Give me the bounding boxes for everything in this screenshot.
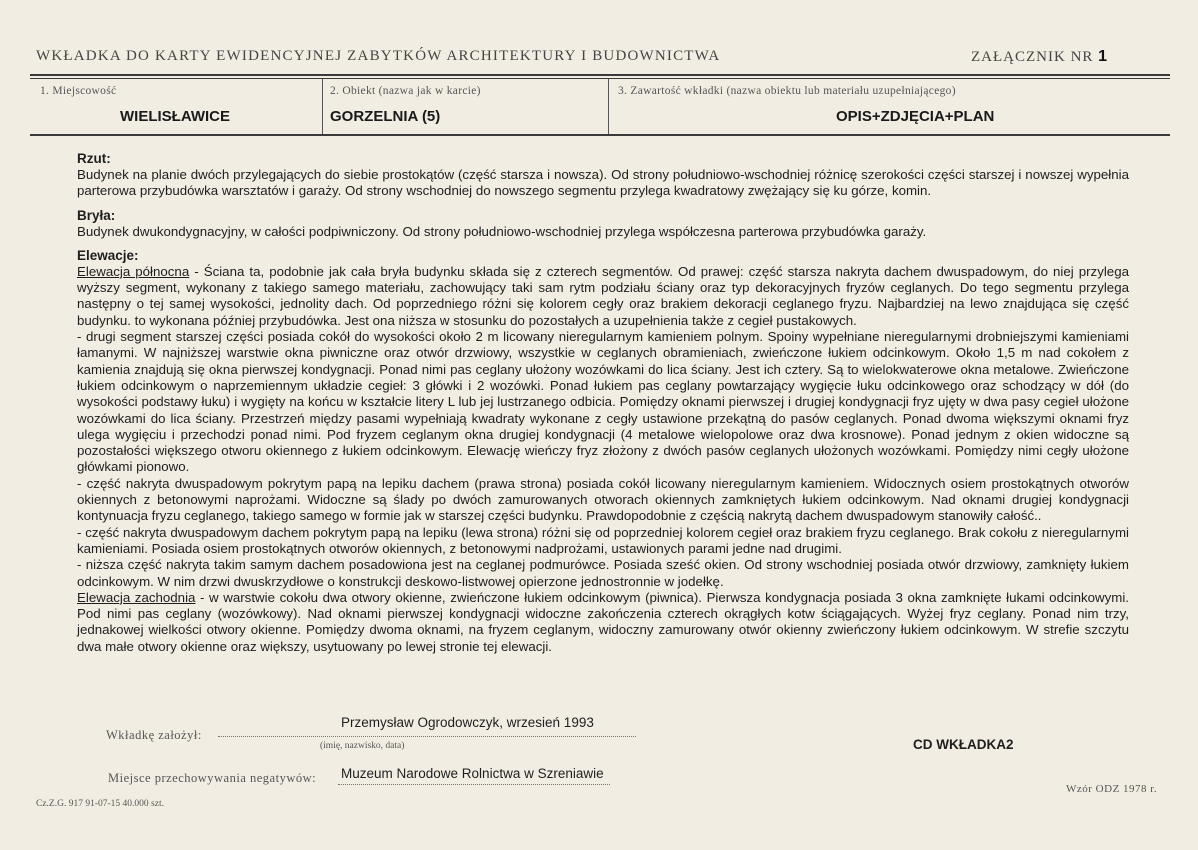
print-code: Cz.Z.G. 917 91-07-15 40.000 szt. — [36, 799, 164, 809]
north-elevation-segment-2: - drugi segment starszej części posiada cokół do wysokości około 2 m licowany nieregularnym kamieniem polnym. Spoiny wypełniane nieregularnymi drobniejszymi kamieniami łamanymi. W najniższej warstwie okna piwniczne oraz otwór drzwiowy, wszystkie w ceglanych obramieniach, zwieńczone łukiem odcinkowym. Około 1,5 m nad cokołem z kamienia znajdują się okna pierwszej kondygnacji. Ponad nimi pas ceglany ułożony wozówkami do lica ściany. Jest ich cztery. Są to wielokwaterowe okna metalowe. Zwieńczone łukiem odcinkowym o naprzemiennym układzie cegieł: 3 główki i 2 wozówki. Ponad łukiem pas ceglany powtarzający wygięcie łuku odcinkowego oraz schodzący w dół (do wysokości podstawy łuku) i wygięty na końcu w kształcie litery L lub jej lustrzanego odbicia. Pomiędzy oknami pierwszej i drugiej kondygnacji fryz ujęty w dwa pasy cegieł ułożone wozówkami do lica ściany. Przestrzeń między pasami wypełniają kwadraty wykonane z cegły ustawione przekątną do pasów ceglanych. Ponad dwoma większymi oknami fryz ulega wygięciu i przechodzi ponad nimi. Pod fryzem ceglanym okna drugiej kondygnacji (4 metalowe wielopolowe oraz dwa krosnowe). Ponad jednym z okien widoczne są pozostałości większego otworu okiennego z łukiem odcinkowym. Elewację wieńczy fryz złożony z dwóch pasów ceglanych ułożonych wozówkami. Pomiędzy nimi cegły ułożone główkami pionowo. — [77, 329, 1129, 475]
section-heading-bryla: Bryła: — [77, 207, 116, 223]
field-divider-1 — [322, 79, 323, 134]
field-label-locality: 1. Miejscowość — [40, 85, 117, 97]
form-code: Wzór ODZ 1978 r. — [1066, 783, 1158, 795]
section-text-bryla: Budynek dwukondygnacyjny, w całości podpiwniczony. Od strony południowo-wschodniej przylega współczesna parterowa przybudówka garaży. — [77, 223, 927, 239]
field-divider-2 — [608, 79, 609, 134]
author-value: Przemysław Ogrodowczyk, wrzesień 1993 — [341, 715, 594, 730]
storage-value: Muzeum Narodowe Rolnictwa w Szreniawie — [341, 766, 604, 781]
header-rule-bottom — [30, 78, 1170, 79]
annex-label-text: ZAŁĄCZNIK NR — [971, 49, 1094, 65]
north-elevation-segment-lower: - niższa część nakryta takim samym dachem posadowiona jest na ceglanej podmurówce. Posiada sześć okien. Od strony wschodniej posiada otwór drzwiowy, zamknięty łukiem odcinkowym. W nim drzwi dwuskrzydłowe o konstrukcji deskowo-listwowej opierzone jednostronnie w jodełkę. — [77, 557, 1129, 589]
author-dotted-line — [218, 736, 636, 737]
west-elevation-text: - w warstwie cokołu dwa otwory okienne, zwieńczone łukiem odcinkowym (piwnica). Pierwsza kondygnacja posiada 3 okna zamknięte łukami odcinkowymi. Pod nimi pas ceglany (wozówkowy). Nad oknami pierwszej kondygnacji widoczne zakończenia czterech okrągłych kotw ściągających. Wyżej fryz ceglany. Ponad nim trzy, jednakowej wielkości otwory okienne. Pomiędzy dwoma oknami, na fryzem ceglanym, widoczny zamurowany otwór okienny zwieńczony łukiem odcinkowym. W strefie szczytu dwa małe otwory okienne oraz większy, usytuowany po lewej stronie tej elewacji. — [77, 589, 1129, 654]
west-elevation-paragraph — [77, 590, 1129, 655]
north-elevation-segment-right: - część nakryta dwuspadowym pokrytym papą na lepiku dachem (prawa strona) posiada cokół licowany nieregularnym kamieniem. Widocznych osiem prostokątnych otworów okiennych z betonowymi naprożami. Widoczne są ślady po dwóch zamurowanych otworach okiennych zamkniętych łukiem odcinkowym. Nad oknami drugiej kondygnacji kontynuacja fryzu ceglanego, takiego samego w formie jak w starszej części budynku. Prawdopodobnie z częścią nakrytą dachem dwuspadowym stanowiły całość.. — [77, 475, 1129, 524]
section-elewacje — [77, 247, 1129, 655]
field-value-locality: WIELISŁAWICE — [120, 108, 230, 125]
author-label: Wkładkę założył: — [106, 728, 202, 742]
section-text-rzut: Budynek na planie dwóch przylegających do siebie prostokątów (część starsza i nowsza). Od strony południowo-wschodniej różnicę szerokości części starszej i nowszej wypełnia parterowa przybudówka warsztatów i garaży. Od strony wschodniej do nowszego segmentu przylega kwadratowy zwężający się ku górze, komin. — [77, 167, 1129, 199]
author-hint: (imię, nazwisko, data) — [320, 741, 405, 751]
storage-label: Miejsce przechowywania negatywów: — [108, 771, 317, 785]
field-value-contents: OPIS+ZDJĘCIA+PLAN — [836, 108, 995, 125]
section-rzut — [77, 150, 1129, 200]
north-elevation-intro: - Ściana ta, podobnie jak cała bryła budynku składa się z czterech segmentów. Od prawej: część starsza nakryta dachem dwuspadowym, do niej przylega wyższy segment, wykonany z takiego samego materiału, zachowujący taki sam rytm podziału ściany oraz typ dekoracyjnych fryzów ceglanych. Do tego segmentu przylega następny o tej samej wysokości, jednolity dach. Od poprzedniego różni się kolorem cegły oraz brakiem dekoracji ceglanego fryzu. Najbardziej na lewo znajdująca się część budynku. to wykonana później przybudówka. Jest ona niższa w stosunku do pozostałych a uzupełnienia także z cegieł pustakowych. — [77, 263, 1129, 328]
section-bryla — [77, 207, 1129, 240]
fields-bottom-rule — [30, 134, 1170, 136]
cd-label: CD WKŁADKA2 — [913, 737, 1014, 752]
storage-dotted-line — [338, 784, 610, 785]
section-heading-rzut: Rzut: — [77, 151, 111, 166]
field-label-contents: 3. Zawartość wkładki (nazwa obiektu lub materiału uzupełniającego) — [618, 85, 956, 97]
field-value-object: GORZELNIA (5) — [330, 108, 441, 125]
north-elevation-segment-left: - część nakryta dwuspadowym dachem pokrytym papą na lepiku (lewa strona) różni się od poprzedniej kolorem cegieł oraz brakiem fryzu ceglanego. Brak cokołu z nieregularnymi kamieniami. Posiada osiem prostokątnych otworów okiennych, z betonowymi nadprożami, ustawionych parami jedne nad drugimi. — [77, 524, 1129, 556]
description-body — [77, 150, 1129, 655]
form-title: WKŁADKA DO KARTY EWIDENCYJNEJ ZABYTKÓW ARCHITEKTURY I BUDOWNICTWA — [36, 48, 721, 64]
annex-number: 1 — [1098, 48, 1109, 65]
north-elevation-paragraph — [77, 264, 1129, 329]
section-heading-elewacje: Elewacje: — [77, 247, 139, 263]
west-elevation-label: Elewacja zachodnia — [77, 589, 196, 605]
annex-label — [971, 48, 1108, 66]
north-elevation-label: Elewacja północna — [77, 263, 190, 279]
header-rule-top — [30, 74, 1170, 76]
field-label-object: 2. Obiekt (nazwa jak w karcie) — [330, 85, 481, 97]
